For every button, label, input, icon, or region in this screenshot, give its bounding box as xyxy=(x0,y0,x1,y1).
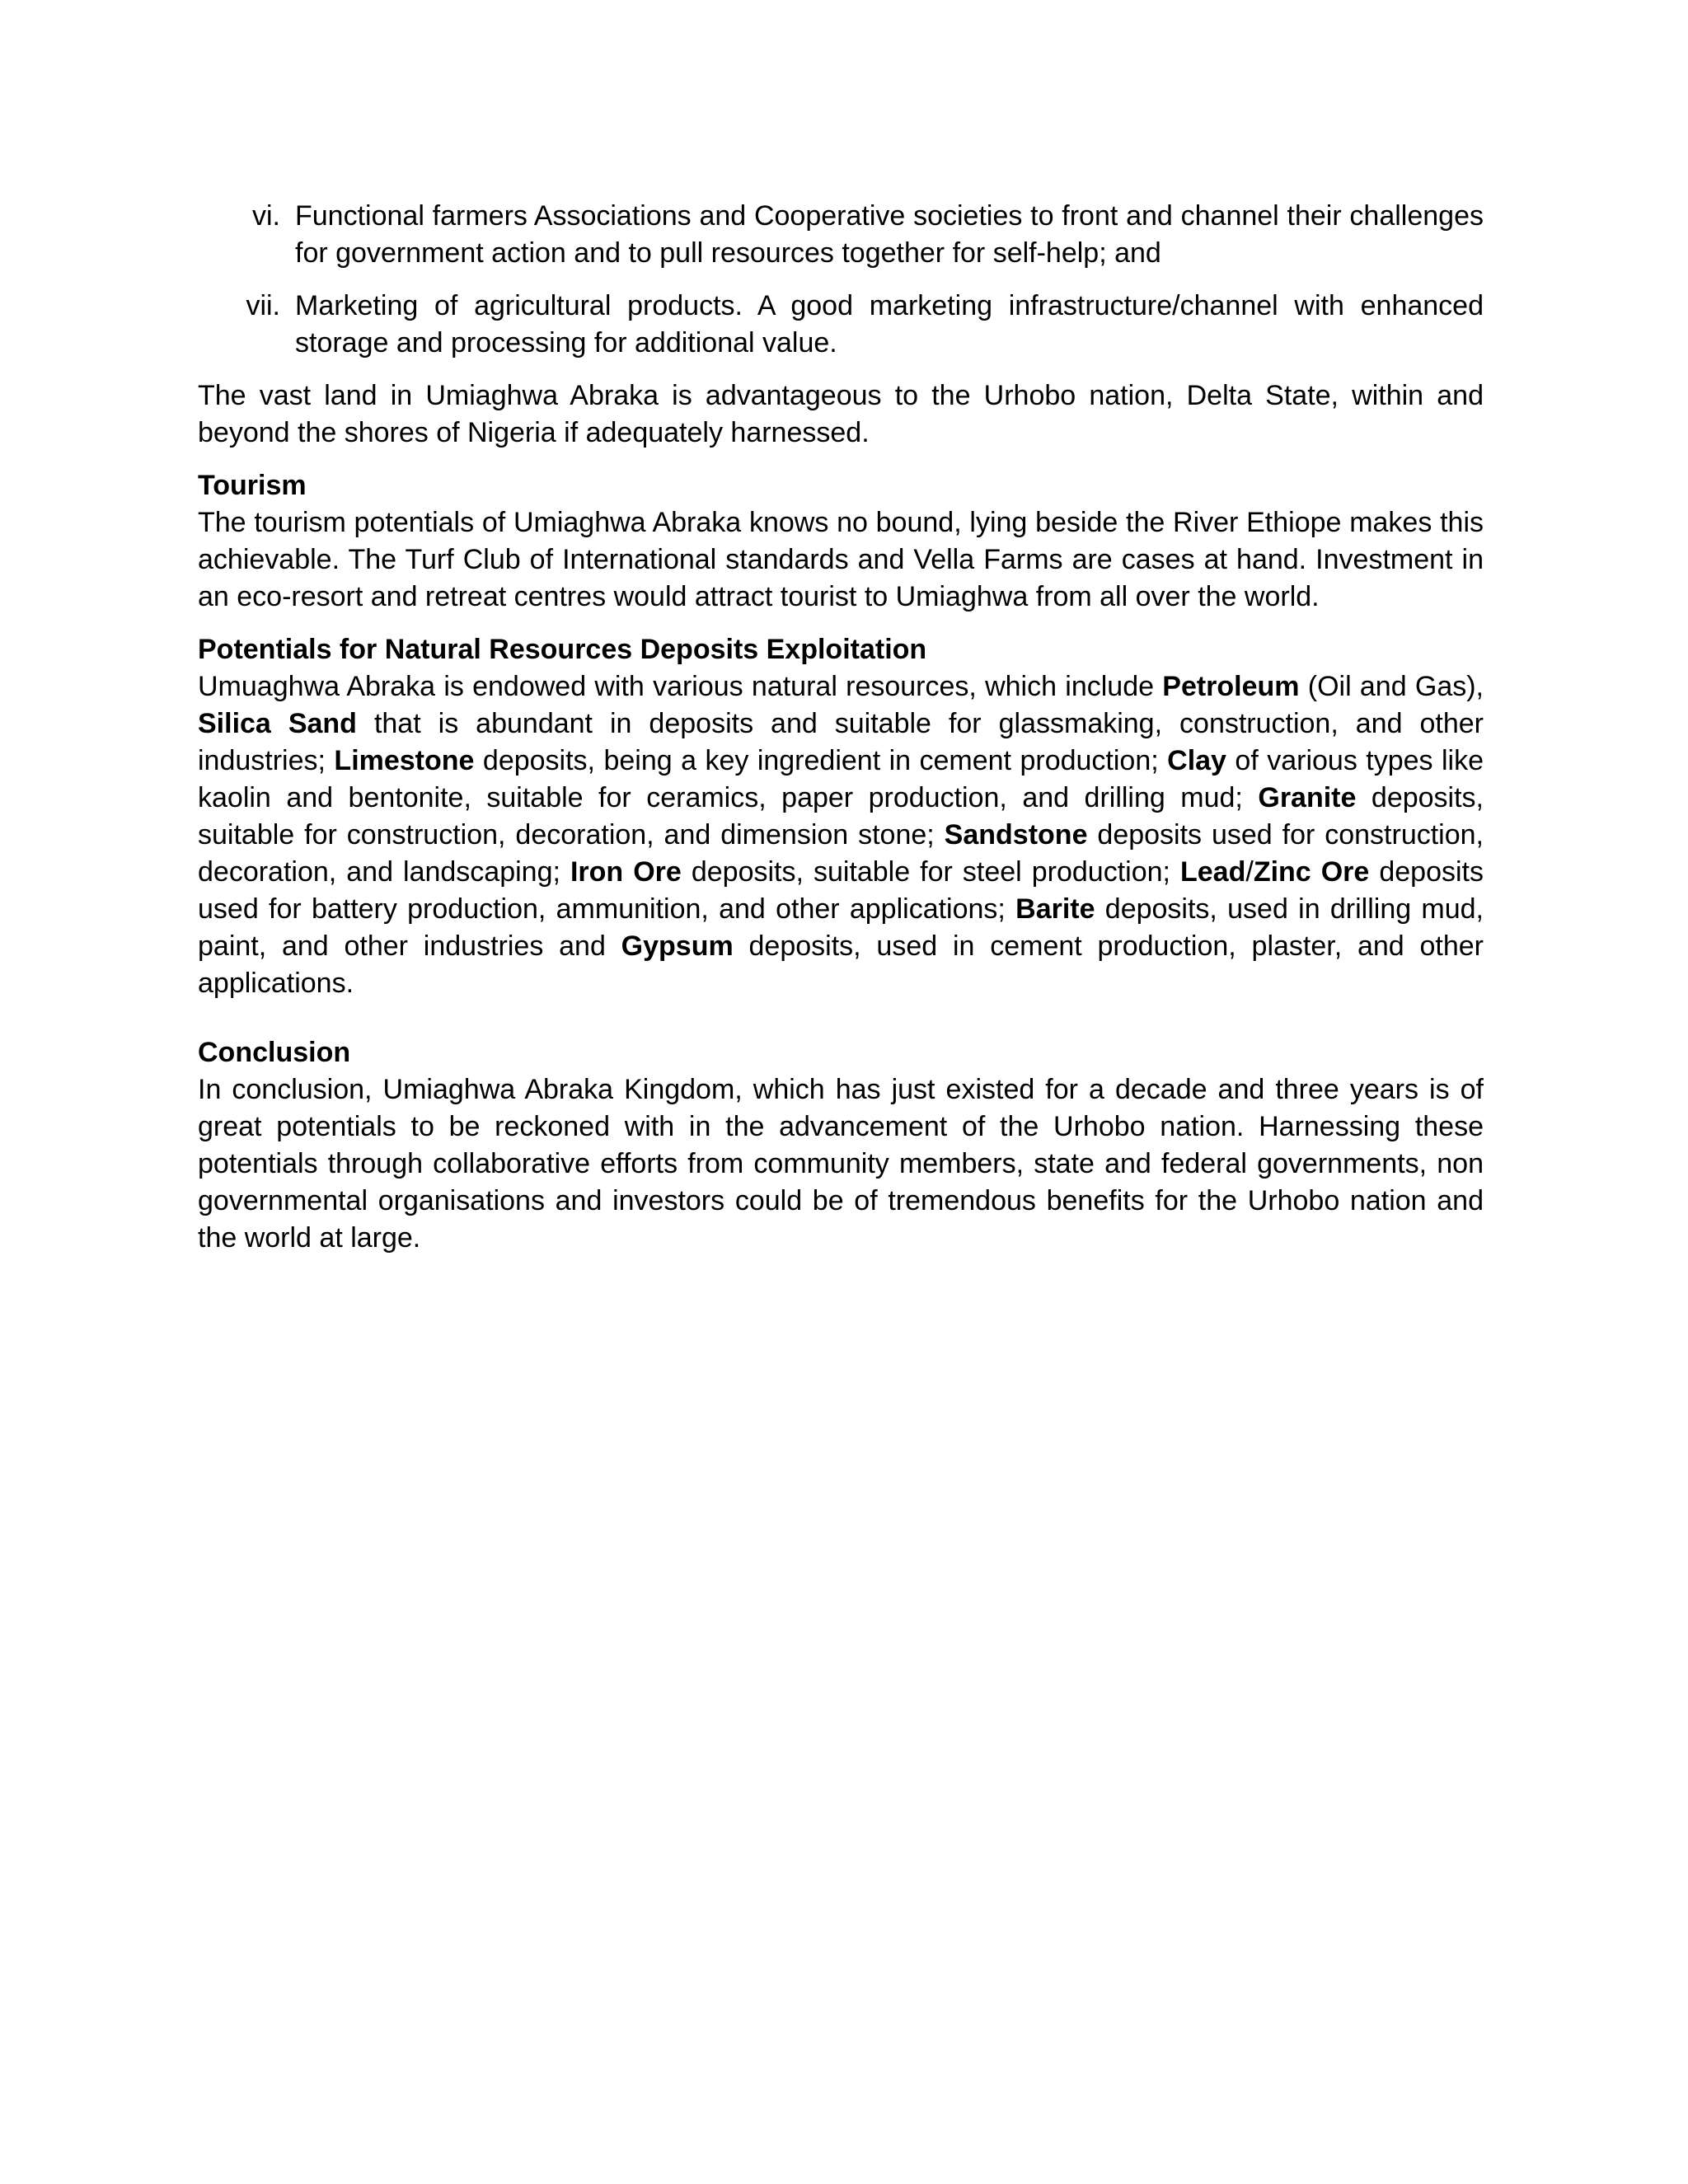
resource-name: Zinc Ore xyxy=(1253,856,1370,888)
text-run: Umuaghwa Abraka is endowed with various natural resources, which include xyxy=(198,671,1163,702)
list-item-text: Functional farmers Associations and Cooperative societies to front and channel their challenges for government action and to pull resources together for self-help; and xyxy=(295,200,1484,269)
resource-name: Clay xyxy=(1167,745,1226,776)
document-page xyxy=(198,198,1484,1272)
resources-section xyxy=(198,631,1484,1002)
conclusion-section xyxy=(198,1034,1484,1257)
text-run: deposits, used in cement production, plaster, and other applications. xyxy=(198,930,1484,999)
list-item-number: vii. xyxy=(246,290,280,321)
resource-name: Barite xyxy=(1015,893,1095,925)
tourism-paragraph: The tourism potentials of Umiaghwa Abraka knows no bound, lying beside the River Ethiope makes this achievable. The Turf Club of International standards and Vella Farms are cases at hand. Investment in an eco-resort and retreat centres would attract tourist to Umiaghwa from all over the world. xyxy=(198,507,1484,612)
conclusion-heading: Conclusion xyxy=(198,1037,351,1068)
tourism-heading: Tourism xyxy=(198,470,307,501)
resource-name: Gypsum xyxy=(621,930,734,962)
list-item-text: Marketing of agricultural products. A good marketing infrastructure/channel with enhanced storage and processing for additional value. xyxy=(295,290,1484,359)
resources-heading: Potentials for Natural Resources Deposits Exploitation xyxy=(198,634,927,665)
resource-name: Lead xyxy=(1180,856,1246,888)
resource-name: Granite xyxy=(1258,782,1357,813)
resource-name: Limestone xyxy=(334,745,475,776)
text-run: deposits, suitable for construction, decoration, and dimension stone; xyxy=(198,782,1484,851)
numbered-list xyxy=(198,198,1484,362)
conclusion-paragraph: In conclusion, Umiaghwa Abraka Kingdom, which has just existed for a decade and three years is of great potentials to be reckoned with in the advancement of the Urhobo nation. Harnessing these potentials through collaborative efforts from community members, state and federal governments, non governmental organisations and investors could be of tremendous benefits for the Urhobo nation and the world at large. xyxy=(198,1074,1484,1254)
resource-name: Sandstone xyxy=(944,819,1088,851)
text-run: deposits, used in drilling mud, paint, and other industries and xyxy=(198,893,1484,962)
resources-paragraph xyxy=(198,668,1484,1002)
text-run: deposits, being a key ingredient in cement production; xyxy=(474,745,1168,776)
resource-name: Petroleum xyxy=(1162,671,1300,702)
tourism-section xyxy=(198,467,1484,616)
resource-name: Silica Sand xyxy=(198,708,357,739)
resource-name: Iron Ore xyxy=(570,856,682,888)
list-item-number: vi. xyxy=(252,200,280,232)
text-run: deposits used for battery production, ammunition, and other applications; xyxy=(198,856,1484,925)
text-run: of various types like kaolin and bentonite, suitable for ceramics, paper production, and drilling mud; xyxy=(198,745,1484,813)
text-run: deposits, suitable for steel production; xyxy=(681,856,1180,888)
text-run: (Oil and Gas), xyxy=(1299,671,1484,702)
text-run: deposits used for construction, decoration, and landscaping; xyxy=(198,819,1484,888)
list-item xyxy=(198,198,1484,272)
text-run: / xyxy=(1245,856,1254,888)
text-run: that is abundant in deposits and suitable for glassmaking, construction, and other industries; xyxy=(198,708,1484,776)
list-item xyxy=(198,288,1484,362)
land-paragraph: The vast land in Umiaghwa Abraka is advantageous to the Urhobo nation, Delta State, within and beyond the shores of Nigeria if adequately harnessed. xyxy=(198,380,1484,448)
